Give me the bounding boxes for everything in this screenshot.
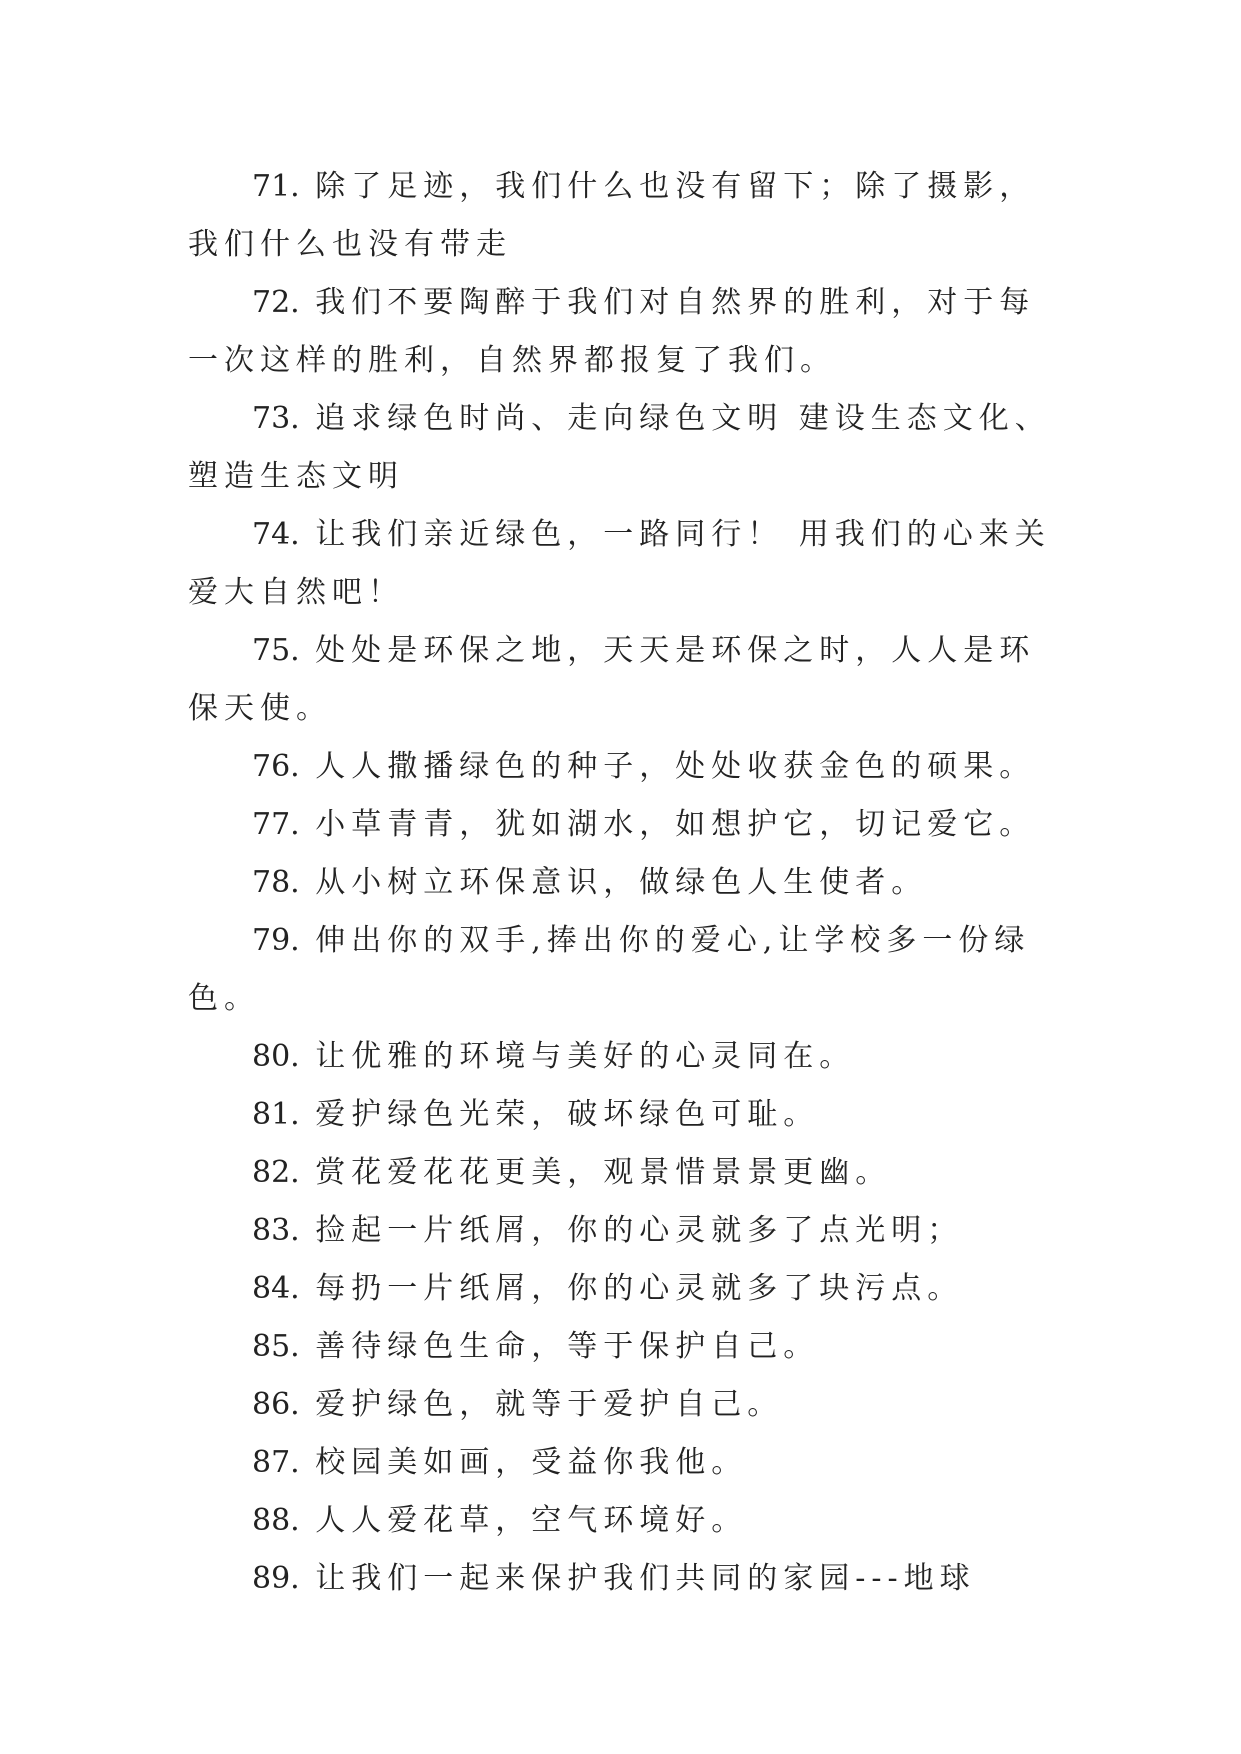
item-text: 爱护绿色，就等于爱护自己。 (315, 1387, 784, 1422)
item-number: 82. (252, 1155, 300, 1190)
item-text: 我们不要陶醉于我们对自然界的胜利，对于每一次这样的胜利，自然界都报复了我们。 (188, 285, 1036, 378)
item-text: 人人撒播绿色的种子，处处收获金色的硕果。 (315, 749, 1036, 784)
item-text: 处处是环保之地，天天是环保之时，人人是环保天使。 (188, 633, 1036, 726)
item-text: 让我们一起来保护我们共同的家园---地球 (315, 1561, 976, 1596)
item-number: 75. (252, 633, 300, 668)
item-text: 爱护绿色光荣，破坏绿色可耻。 (315, 1097, 820, 1132)
item-text: 善待绿色生命，等于保护自己。 (315, 1329, 820, 1364)
item-number: 76. (252, 749, 300, 784)
list-item (188, 274, 1054, 390)
list-item (188, 1144, 1054, 1202)
list-item (188, 1492, 1054, 1550)
list-item (188, 1086, 1054, 1144)
item-number: 80. (252, 1039, 300, 1074)
document-body (188, 158, 1054, 1608)
item-text: 从小树立环保意识，做绿色人生使者。 (315, 865, 928, 900)
item-text: 捡起一片纸屑，你的心灵就多了点光明； (315, 1213, 964, 1248)
item-text: 让我们亲近绿色，一路同行！ 用我们的心来关爱大自然吧！ (188, 517, 1051, 610)
item-text: 人人爱花草，空气环境好。 (315, 1503, 748, 1538)
list-item (188, 796, 1054, 854)
item-number: 81. (252, 1097, 300, 1132)
item-text: 追求绿色时尚、走向绿色文明 建设生态文化、塑造生态文明 (188, 401, 1051, 494)
list-item (188, 622, 1054, 738)
list-item (188, 1376, 1054, 1434)
item-text: 赏花爱花花更美，观景惜景景更幽。 (315, 1155, 892, 1190)
list-item (188, 506, 1054, 622)
item-number: 78. (252, 865, 300, 900)
list-item (188, 390, 1054, 506)
item-text: 除了足迹，我们什么也没有留下；除了摄影，我们什么也没有带走 (188, 169, 1036, 262)
item-number: 83. (252, 1213, 300, 1248)
item-number: 89. (252, 1561, 300, 1596)
item-text: 小草青青，犹如湖水，如想护它，切记爱它。 (315, 807, 1036, 842)
list-item (188, 1260, 1054, 1318)
list-item (188, 738, 1054, 796)
item-text: 每扔一片纸屑，你的心灵就多了块污点。 (315, 1271, 964, 1306)
list-item (188, 158, 1054, 274)
list-item (188, 854, 1054, 912)
item-number: 87. (252, 1445, 300, 1480)
list-item (188, 1550, 1054, 1608)
item-number: 85. (252, 1329, 300, 1364)
list-item (188, 1028, 1054, 1086)
item-number: 88. (252, 1503, 300, 1538)
list-item (188, 1202, 1054, 1260)
item-text: 让优雅的环境与美好的心灵同在。 (315, 1039, 856, 1074)
list-item (188, 1434, 1054, 1492)
item-number: 77. (252, 807, 300, 842)
item-number: 71. (252, 169, 300, 204)
item-number: 86. (252, 1387, 300, 1422)
item-number: 79. (252, 923, 300, 958)
list-item (188, 912, 1054, 1028)
item-number: 72. (252, 285, 300, 320)
item-number: 84. (252, 1271, 300, 1306)
item-number: 73. (252, 401, 300, 436)
item-text: 伸出你的双手,捧出你的爱心,让学校多一份绿色。 (188, 923, 1031, 1016)
item-number: 74. (252, 517, 300, 552)
item-text: 校园美如画，受益你我他。 (315, 1445, 748, 1480)
list-item (188, 1318, 1054, 1376)
